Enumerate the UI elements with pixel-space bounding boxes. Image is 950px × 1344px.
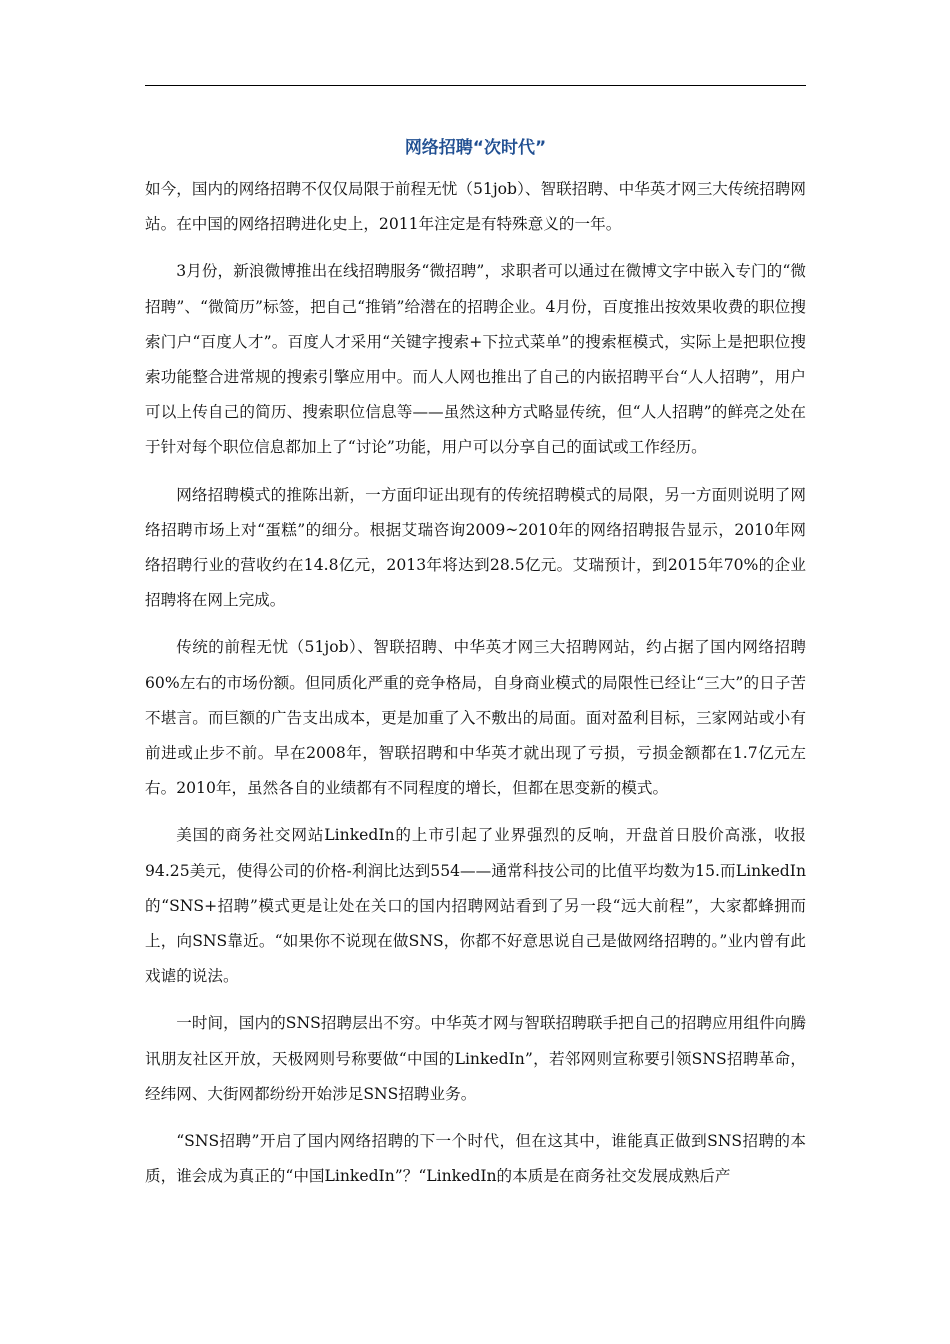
article-body xyxy=(145,172,806,1206)
paragraph-4: 传统的前程无忧（51job）、智联招聘、中华英才网三大招聘网站，约占据了国内网络招聘60%左右的市场份额。但同质化严重的竞争格局，自身商业模式的局限性已经让“三大”的日子苦不堪言。而巨额的广告支出成本，更是加重了入不敷出的局面。面对盈利目标，三家网站或小有前进或止步不前。早在2008年，智联招聘和中华英才就出现了亏损，亏损金额都在1.7亿元左右。2010年，虽然各自的业绩都有不同程度的增长，但都在思变新的模式。 xyxy=(145,638,806,798)
paragraph-2: 3月份，新浪微博推出在线招聘服务“微招聘”，求职者可以通过在微博文字中嵌入专门的“微招聘”、“微简历”标签，把自己“推销”给潜在的招聘企业。4月份，百度推出按效果收费的职位搜索门户“百度人才”。百度人才采用“关键字搜索+下拉式菜单”的搜索框模式，实际上是把职位搜索功能整合进常规的搜索引擎应用中。而人人网也推出了自己的内嵌招聘平台“人人招聘”，用户可以上传自己的简历、搜索职位信息等——虽然这种方式略显传统，但“人人招聘”的鲜亮之处在于针对每个职位信息都加上了“讨论”功能，用户可以分享自己的面试或工作经历。 xyxy=(145,262,806,457)
paragraph-3: 网络招聘模式的推陈出新，一方面印证出现有的传统招聘模式的局限，另一方面则说明了网络招聘市场上对“蛋糕”的细分。根据艾瑞咨询2009~2010年的网络招聘报告显示，2010年网络招聘行业的营收约在14.8亿元，2013年将达到28.5亿元。艾瑞预计，到2015年70%的企业招聘将在网上完成。 xyxy=(145,485,806,610)
paragraph-6: 一时间，国内的SNS招聘层出不穷。中华英才网与智联招聘联手把自己的招聘应用组件向腾讯朋友社区开放，天极网则号称要做“中国的LinkedIn”，若邻网则宣称要引领SNS招聘革命，经纬网、大街网都纷纷开始涉足SNS招聘业务。 xyxy=(145,1014,806,1103)
header-rule xyxy=(145,85,806,86)
article-title: 网络招聘“次时代” xyxy=(404,138,547,158)
paragraph-5: 美国的商务社交网站LinkedIn的上市引起了业界强烈的反响，开盘首日股价高涨，收报94.25美元，使得公司的价格-利润比达到554——通常科技公司的比值平均数为15.而LinkedIn的“SNS+招聘”模式更是让处在关口的国内招聘网站看到了另一段“远大前程”，大家都蜂拥而上，向SNS靠近。“如果你不说现在做SNS，你都不好意思说自己是做网络招聘的。”业内曾有此戏谑的说法。 xyxy=(145,826,806,986)
paragraph-1: 如今，国内的网络招聘不仅仅局限于前程无忧（51job）、智联招聘、中华英才网三大传统招聘网站。在中国的网络招聘进化史上，2011年注定是有特殊意义的一年。 xyxy=(145,180,806,234)
paragraph-7: “SNS招聘”开启了国内网络招聘的下一个时代，但在这其中，谁能真正做到SNS招聘的本质，谁会成为真正的“中国LinkedIn”？“LinkedIn的本质是在商务社交发展成熟后产 xyxy=(145,1132,806,1186)
